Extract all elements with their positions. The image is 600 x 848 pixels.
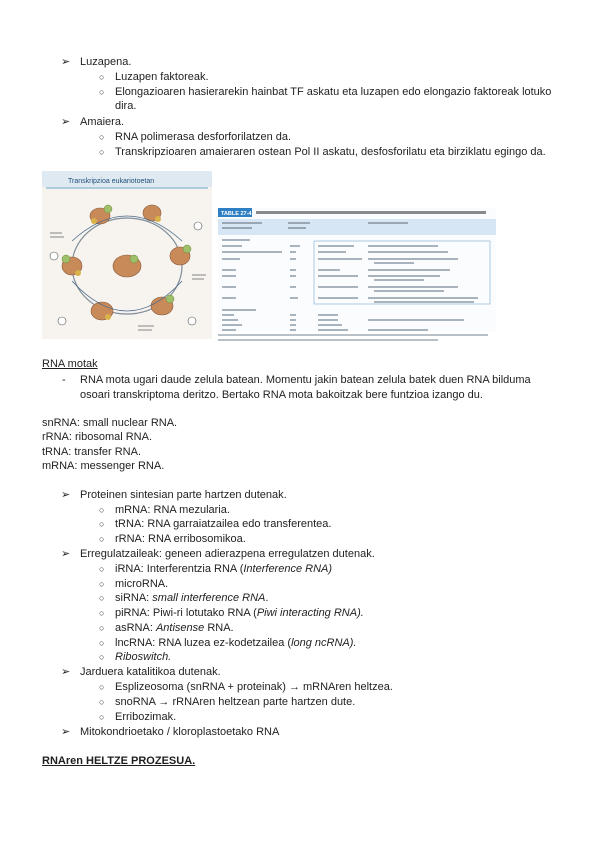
circle-bullet-icon: ○ [99,72,105,82]
erreg-item-irna: iRNA: Interferentzia RNA (Interference RNA) [115,563,333,575]
arrow-bullet-icon: ➢ [61,116,71,128]
luzapena-item-1: Luzapen faktoreak. [115,71,209,83]
section-title-amaiera: Amaiera. [80,116,125,128]
figure-left-title: Transkripzioa eukariotoetan [68,178,155,185]
proteinen-item-rrna: rRNA: RNA erribosomikoa. [115,533,246,545]
circle-bullet-icon: ○ [99,579,105,589]
jarduera-item-erribozimak: Erribozimak. [115,711,177,723]
arrow-bullet-icon: ➢ [61,489,71,501]
rna-motak-heading: RNA motak [42,358,98,370]
circle-bullet-icon: ○ [99,712,105,722]
group-title-proteinen: Proteinen sintesian parte hartzen dutenak. [80,489,287,501]
erreg-item-lncrna: lncRNA: RNA luzea ez-kodetzailea (long ncRNA). [115,637,357,649]
group-title-erregulatzaileak: Erregulatzaileak: geneen adierazpena erregulatzen dutenak. [80,548,375,560]
transcription-cycle-diagram [42,171,212,339]
rna-motak-paragraph-line-1: RNA mota ugari daude zelula batean. Momentu jakin batean zelula batek duen RNA bilduma [80,374,531,386]
section-title-luzapena: Luzapena. [80,56,132,68]
dash-bullet-icon: - [62,374,66,386]
luzapena-item-2: Elongazioaren hasierarekin hainbat TF askatu eta luzapen edo elongazio faktoreak lotuko [115,86,552,98]
luzapena-item-2-cont: dira. [115,100,137,112]
circle-bullet-icon: ○ [99,519,105,529]
circle-bullet-icon: ○ [99,697,105,707]
jarduera-item-esplizeosoma: Esplizeosoma (snRNA + proteinak) → mRNAren heltzea. [115,681,393,693]
circle-bullet-icon: ○ [99,505,105,515]
circle-bullet-icon: ○ [99,593,105,603]
amaiera-item-2: Transkripzioaren amaieraren ostean Pol II askatu, desfosforilatu eta birziklatu egingo da. [115,146,546,158]
circle-bullet-icon: ○ [99,147,105,157]
circle-bullet-icon: ○ [99,682,105,692]
arrow-bullet-icon: ➢ [61,726,71,738]
erreg-item-riboswitch: Riboswitch. [115,651,172,663]
circle-bullet-icon: ○ [99,534,105,544]
transcription-diagram-image [42,171,212,339]
group-title-jarduera: Jarduera katalitikoa dutenak. [80,666,221,678]
def-trna: tRNA: transfer RNA. [42,446,142,458]
rna-heltze-heading: RNAren HELTZE PROZESUA. [42,755,196,767]
table-label: TABLE 27-4 [221,211,252,217]
table-image [218,208,496,332]
arrow-bullet-icon: ➢ [61,548,71,560]
arrow-bullet-icon: ➢ [61,666,71,678]
def-mrna: mRNA: messenger RNA. [42,460,165,472]
table-footnote-image [218,334,498,344]
erreg-item-asrna: asRNA: Antisense RNA. [115,622,234,634]
circle-bullet-icon: ○ [99,564,105,574]
proteinen-item-trna: tRNA: RNA garraiatzailea edo transferentea. [115,518,332,530]
erreg-item-microrna: microRNA. [115,578,169,590]
def-snrna: snRNA: small nuclear RNA. [42,417,178,429]
jarduera-item-snorna: snoRNA → rRNAren heltzean parte hartzen dute. [115,696,356,708]
circle-bullet-icon: ○ [99,132,105,142]
erreg-item-sirna: siRNA: small interference RNA. [115,592,269,604]
circle-bullet-icon: ○ [99,608,105,618]
circle-bullet-icon: ○ [99,623,105,633]
circle-bullet-icon: ○ [99,87,105,97]
arrow-bullet-icon: ➢ [61,56,71,68]
group-title-mito: Mitokondrioetako / kloroplastoetako RNA [80,726,280,738]
rna-motak-paragraph-line-2: osoari transkriptoma deritzo. Bertako RNA mota bakoitzak bere funtzioa izango du. [80,389,483,401]
erreg-item-pirna: piRNA: Piwi-ri lotutako RNA (Piwi interacting RNA). [115,607,364,619]
amaiera-item-1: RNA polimerasa desforforilatzen da. [115,131,292,143]
circle-bullet-icon: ○ [99,638,105,648]
circle-bullet-icon: ○ [99,652,105,662]
transcription-factors-table-image [218,208,496,332]
proteinen-item-mrna: mRNA: RNA mezularia. [115,504,230,516]
def-rrna: rRNA: ribosomal RNA. [42,431,153,443]
